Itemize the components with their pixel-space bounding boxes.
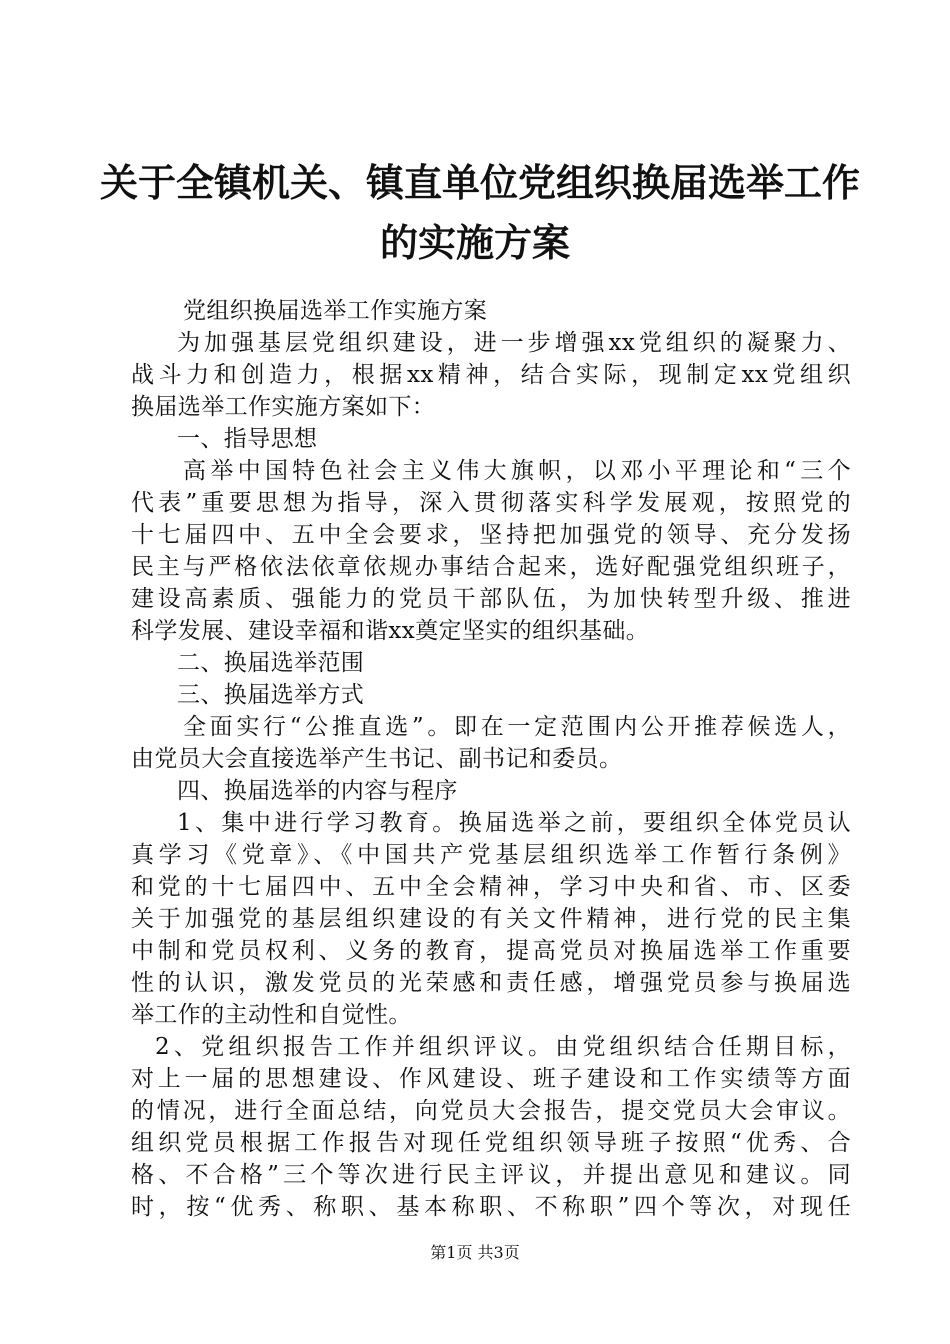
- document-title-line-2: 的实施方案: [379, 221, 570, 265]
- body-line: 真学习《党章》、《中国共产党基层组织选举工作暂行条例》: [131, 842, 851, 868]
- body-line: 代表”重要思想为指导，深入贯彻落实科学发展观，按照党的: [131, 490, 851, 516]
- body-line: 二、换届选举范围: [177, 650, 365, 676]
- body-line: 党组织换届选举工作实施方案: [183, 298, 488, 324]
- body-line: 战斗力和创造力，根据xx精神，结合实际，现制定xx党组织: [131, 362, 851, 388]
- body-line: 三、换届选举方式: [177, 682, 365, 708]
- document-body: [131, 295, 851, 1223]
- body-line: 由党员大会直接选举产生书记、副书记和委员。: [131, 746, 623, 772]
- body-line: 建设高素质、强能力的党员干部队伍，为加快转型升级、推进: [131, 586, 851, 612]
- body-line: 一、指导思想: [177, 426, 318, 452]
- body-line: 高举中国特色社会主义伟大旗帜，以邓小平理论和“三个: [183, 458, 851, 484]
- body-line: 为加强基层党组织建设，进一步增强xx党组织的凝聚力、: [177, 330, 851, 356]
- body-line: 四、换届选举的内容与程序: [177, 778, 458, 804]
- body-line: 十七届四中、五中全会要求，坚持把加强党的领导、充分发扬: [131, 522, 851, 548]
- body-line: 民主与严格依法依章依规办事结合起来，选好配强党组织班子，: [131, 554, 851, 580]
- body-line: 全面实行“公推直选”。即在一定范围内公开推荐候选人，: [183, 714, 851, 740]
- body-line: 中制和党员权利、义务的教育，提高党员对换届选举工作重要: [131, 938, 851, 964]
- body-line: 对上一届的思想建设、作风建设、班子建设和工作实绩等方面: [131, 1066, 851, 1092]
- body-line: 2、党组织报告工作并组织评议。由党组织结合任期目标，: [155, 1034, 851, 1060]
- page-footer: 第1页 共3页: [430, 1243, 520, 1262]
- body-line: 和党的十七届四中、五中全会精神，学习中央和省、市、区委: [131, 874, 851, 900]
- document-title-line-1: 关于全镇机关、镇直单位党组织换届选举工作: [100, 161, 861, 205]
- body-line: 时，按“优秀、称职、基本称职、不称职”四个等次，对现任: [131, 1194, 851, 1220]
- body-line: 的情况，进行全面总结，向党员大会报告，提交党员大会审议。: [131, 1098, 851, 1124]
- body-line: 格、不合格”三个等次进行民主评议，并提出意见和建议。同: [131, 1162, 851, 1188]
- body-line: 科学发展、建设幸福和谐xx奠定坚实的组织基础。: [131, 618, 650, 644]
- body-line: 换届选举工作实施方案如下：: [131, 394, 436, 420]
- body-line: 举工作的主动性和自觉性。: [131, 1002, 412, 1028]
- body-line: 性的认识，激发党员的光荣感和责任感，增强党员参与换届选: [131, 970, 851, 996]
- body-line: 1、集中进行学习教育。换届选举之前，要组织全体党员认: [177, 810, 851, 836]
- body-line: 组织党员根据工作报告对现任党组织领导班子按照“优秀、合: [131, 1130, 851, 1156]
- body-line: 关于加强党的基层组织建设的有关文件精神，进行党的民主集: [131, 906, 851, 932]
